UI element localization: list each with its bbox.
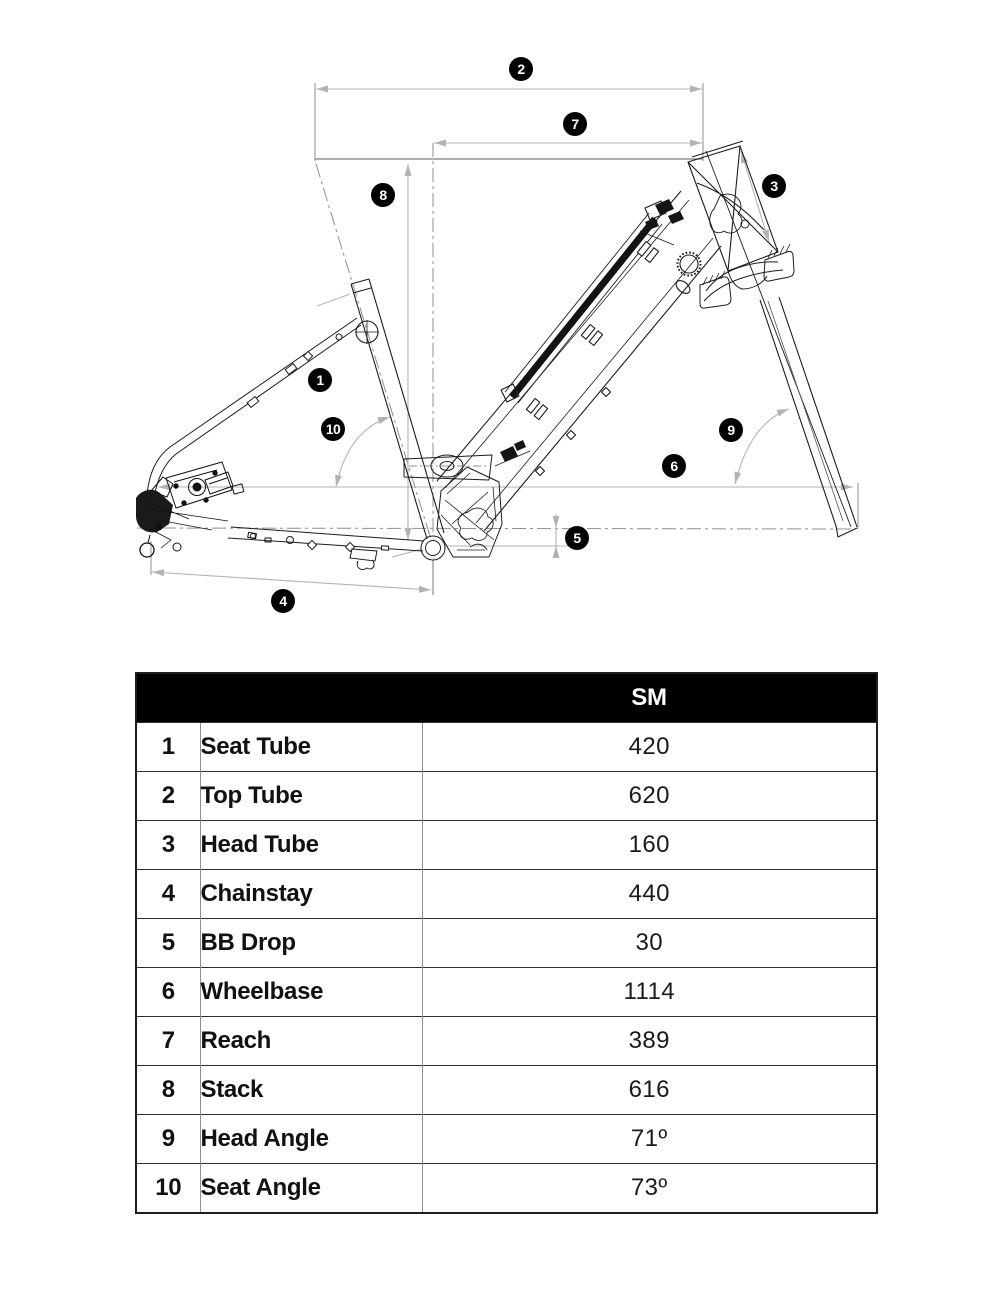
row-label: Seat Angle — [200, 1164, 422, 1214]
row-number: 1 — [136, 723, 200, 772]
battery-lock-cluster — [645, 199, 684, 230]
frame-seat-tube — [351, 279, 444, 539]
frame-chainstay — [228, 527, 424, 570]
row-value: 160 — [422, 821, 877, 870]
row-number: 7 — [136, 1017, 200, 1066]
header-empty-num — [136, 673, 200, 723]
row-label: Chainstay — [200, 870, 422, 919]
callout-5: 5 — [565, 526, 589, 550]
callout-4: 4 — [271, 589, 295, 613]
row-value: 30 — [422, 919, 877, 968]
row-label: Seat Tube — [200, 723, 422, 772]
callout-2: 2 — [509, 57, 533, 81]
table-row-top-tube — [136, 772, 877, 821]
row-label: Head Tube — [200, 821, 422, 870]
row-number: 5 — [136, 919, 200, 968]
callout-7: 7 — [563, 112, 587, 136]
header-size-sm: SM — [631, 684, 667, 711]
table-row-head-angle — [136, 1115, 877, 1164]
row-number: 2 — [136, 772, 200, 821]
row-label: Reach — [200, 1017, 422, 1066]
row-label: Head Angle — [200, 1115, 422, 1164]
kickstand-plate — [350, 549, 377, 570]
row-value: 1114 — [422, 968, 877, 1017]
geometry-table — [135, 672, 878, 1214]
rear-derailleur-cluster — [136, 462, 271, 557]
table-row-bb-drop — [136, 919, 877, 968]
cable-port-circle — [680, 255, 698, 273]
header-empty-label — [200, 673, 422, 723]
table-row-reach — [136, 1017, 877, 1066]
table-row-wheelbase — [136, 968, 877, 1017]
row-number: 8 — [136, 1066, 200, 1115]
frame-seat-stays — [147, 318, 361, 498]
row-value: 73º — [422, 1164, 877, 1214]
row-label: Stack — [200, 1066, 422, 1115]
frame-head-tube — [688, 141, 851, 527]
row-value: 440 — [422, 870, 877, 919]
row-value: 620 — [422, 772, 877, 821]
row-value: 389 — [422, 1017, 877, 1066]
row-number: 6 — [136, 968, 200, 1017]
row-label: Top Tube — [200, 772, 422, 821]
table-header-row — [136, 673, 877, 723]
dimension-lines — [152, 89, 853, 590]
row-number: 4 — [136, 870, 200, 919]
battery-bar — [512, 219, 655, 397]
table-row-head-tube — [136, 821, 877, 870]
row-value: 420 — [422, 723, 877, 772]
row-label: Wheelbase — [200, 968, 422, 1017]
table-row-chainstay — [136, 870, 877, 919]
callout-6: 6 — [662, 454, 686, 478]
callout-8: 8 — [371, 183, 395, 207]
table-row-seat-angle — [136, 1164, 877, 1214]
rear-axle — [156, 524, 162, 530]
callout-9: 9 — [719, 418, 743, 442]
derailleur-hanger-loop — [140, 543, 154, 557]
table-row-stack — [136, 1066, 877, 1115]
row-number: 10 — [136, 1164, 200, 1214]
callout-3: 3 — [762, 174, 786, 198]
row-value: 71º — [422, 1115, 877, 1164]
callout-10: 10 — [321, 417, 345, 441]
row-number: 9 — [136, 1115, 200, 1164]
callout-1: 1 — [308, 368, 332, 392]
row-label: BB Drop — [200, 919, 422, 968]
row-number: 3 — [136, 821, 200, 870]
row-value: 616 — [422, 1066, 877, 1115]
extension-lines — [151, 83, 858, 595]
table-row-seat-tube — [136, 723, 877, 772]
